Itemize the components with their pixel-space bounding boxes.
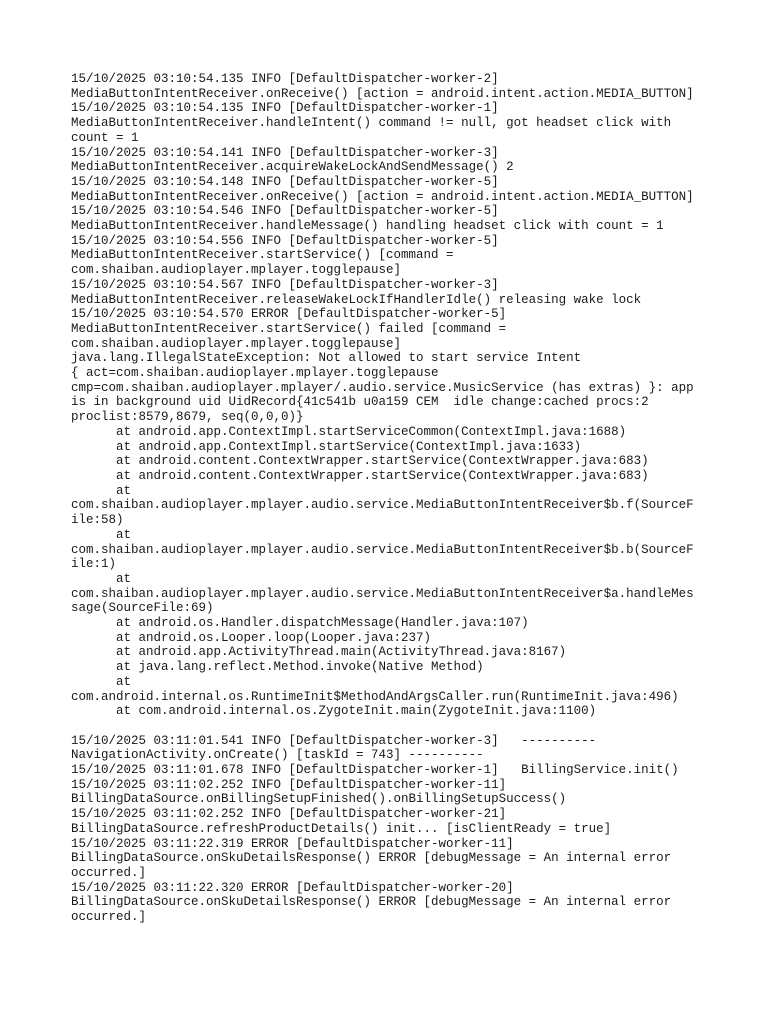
log-line: at java.lang.reflect.Method.invoke(Native Method) xyxy=(71,660,484,675)
log-line: at android.content.ContextWrapper.startService(ContextWrapper.java:683) xyxy=(71,468,649,483)
log-line: MediaButtonIntentReceiver.releaseWakeLockIfHandlerIdle() releasing wake lock xyxy=(71,292,642,307)
log-line: 15/10/2025 03:10:54.546 INFO [DefaultDispatcher-worker-5] xyxy=(71,204,499,219)
log-line: MediaButtonIntentReceiver.startService() [command = xyxy=(71,248,454,263)
log-line: ile:58) xyxy=(71,513,124,528)
log-line: at com.android.internal.os.ZygoteInit.main(ZygoteInit.java:1100) xyxy=(71,704,597,719)
log-line: at xyxy=(71,483,132,498)
log-line: MediaButtonIntentReceiver.onReceive() [action = android.intent.action.MEDIA_BUTTON] xyxy=(71,86,694,101)
log-line: NavigationActivity.onCreate() [taskId = 743] ---------- xyxy=(71,748,484,763)
log-line: com.shaiban.audioplayer.mplayer.audio.service.MediaButtonIntentReceiver$a.handleMes xyxy=(71,586,694,601)
log-line: sage(SourceFile:69) xyxy=(71,601,214,616)
log-line: MediaButtonIntentReceiver.acquireWakeLockAndSendMessage() 2 xyxy=(71,160,514,175)
log-line: { act=com.shaiban.audioplayer.mplayer.togglepause xyxy=(71,366,439,381)
log-line: 15/10/2025 03:11:22.319 ERROR [DefaultDispatcher-worker-11] xyxy=(71,836,514,851)
log-line: com.shaiban.audioplayer.mplayer.audio.service.MediaButtonIntentReceiver$b.b(SourceF xyxy=(71,542,694,557)
log-line: 15/10/2025 03:10:54.148 INFO [DefaultDispatcher-worker-5] xyxy=(71,174,499,189)
log-line: occurred.] xyxy=(71,910,147,925)
log-line: at android.app.ContextImpl.startService(ContextImpl.java:1633) xyxy=(71,439,582,454)
log-line: BillingDataSource.onSkuDetailsResponse() ERROR [debugMessage = An internal error xyxy=(71,851,672,866)
log-line: 15/10/2025 03:11:01.678 INFO [DefaultDispatcher-worker-1] BillingService.init() xyxy=(71,763,679,778)
log-line: at android.app.ActivityThread.main(ActivityThread.java:8167) xyxy=(71,645,567,660)
log-line: 15/10/2025 03:10:54.141 INFO [DefaultDispatcher-worker-3] xyxy=(71,145,499,160)
log-line: com.android.internal.os.RuntimeInit$MethodAndArgsCaller.run(RuntimeInit.java:496) xyxy=(71,689,679,704)
log-line: proclist:8579,8679, seq(0,0,0)} xyxy=(71,410,304,425)
log-line: 15/10/2025 03:10:54.135 INFO [DefaultDispatcher-worker-1] xyxy=(71,101,499,116)
log-line: MediaButtonIntentReceiver.handleIntent() command != null, got headset click with xyxy=(71,116,672,131)
log-line: 15/10/2025 03:11:01.541 INFO [DefaultDispatcher-worker-3] ---------- xyxy=(71,733,597,748)
log-line: java.lang.IllegalStateException: Not allowed to start service Intent xyxy=(71,351,582,366)
log-line: 15/10/2025 03:10:54.570 ERROR [DefaultDispatcher-worker-5] xyxy=(71,307,507,322)
log-line: is in background uid UidRecord{41c541b u0a159 CEM idle change:cached procs:2 xyxy=(71,395,649,410)
log-line: 15/10/2025 03:11:02.252 INFO [DefaultDispatcher-worker-11] xyxy=(71,777,507,792)
log-line: at android.os.Looper.loop(Looper.java:237) xyxy=(71,630,432,645)
log-line: com.shaiban.audioplayer.mplayer.togglepause] xyxy=(71,263,402,278)
log-line: at android.os.Handler.dispatchMessage(Handler.java:107) xyxy=(71,616,529,631)
log-line: ile:1) xyxy=(71,557,117,572)
log-line: at xyxy=(71,674,132,689)
log-line: MediaButtonIntentReceiver.startService() failed [command = xyxy=(71,321,507,336)
log-line xyxy=(71,719,761,734)
log-line: com.shaiban.audioplayer.mplayer.togglepause] xyxy=(71,336,402,351)
log-line: count = 1 xyxy=(71,130,139,145)
log-line: cmp=com.shaiban.audioplayer.mplayer/.audio.service.MusicService (has extras) }: app xyxy=(71,380,694,395)
log-line: 15/10/2025 03:10:54.135 INFO [DefaultDispatcher-worker-2] xyxy=(71,72,499,86)
log-line: at android.content.ContextWrapper.startService(ContextWrapper.java:683) xyxy=(71,454,649,469)
log-line: BillingDataSource.onSkuDetailsResponse() ERROR [debugMessage = An internal error xyxy=(71,895,672,910)
log-line: occurred.] xyxy=(71,865,147,880)
log-line: at xyxy=(71,527,132,542)
log-line: BillingDataSource.onBillingSetupFinished().onBillingSetupSuccess() xyxy=(71,792,567,807)
log-line: at android.app.ContextImpl.startServiceCommon(ContextImpl.java:1688) xyxy=(71,424,627,439)
log-text xyxy=(71,72,761,925)
log-line: 15/10/2025 03:11:02.252 INFO [DefaultDispatcher-worker-21] xyxy=(71,807,507,822)
log-line: at xyxy=(71,571,132,586)
log-line: 15/10/2025 03:10:54.556 INFO [DefaultDispatcher-worker-5] xyxy=(71,233,499,248)
log-line: BillingDataSource.refreshProductDetails() init... [isClientReady = true] xyxy=(71,821,612,836)
log-line: MediaButtonIntentReceiver.handleMessage() handling headset click with count = 1 xyxy=(71,219,664,234)
log-line: 15/10/2025 03:11:22.320 ERROR [DefaultDispatcher-worker-20] xyxy=(71,880,514,895)
log-line: com.shaiban.audioplayer.mplayer.audio.service.MediaButtonIntentReceiver$b.f(SourceF xyxy=(71,498,694,513)
log-line: 15/10/2025 03:10:54.567 INFO [DefaultDispatcher-worker-3] xyxy=(71,277,499,292)
log-line: MediaButtonIntentReceiver.onReceive() [action = android.intent.action.MEDIA_BUTTON] xyxy=(71,189,694,204)
